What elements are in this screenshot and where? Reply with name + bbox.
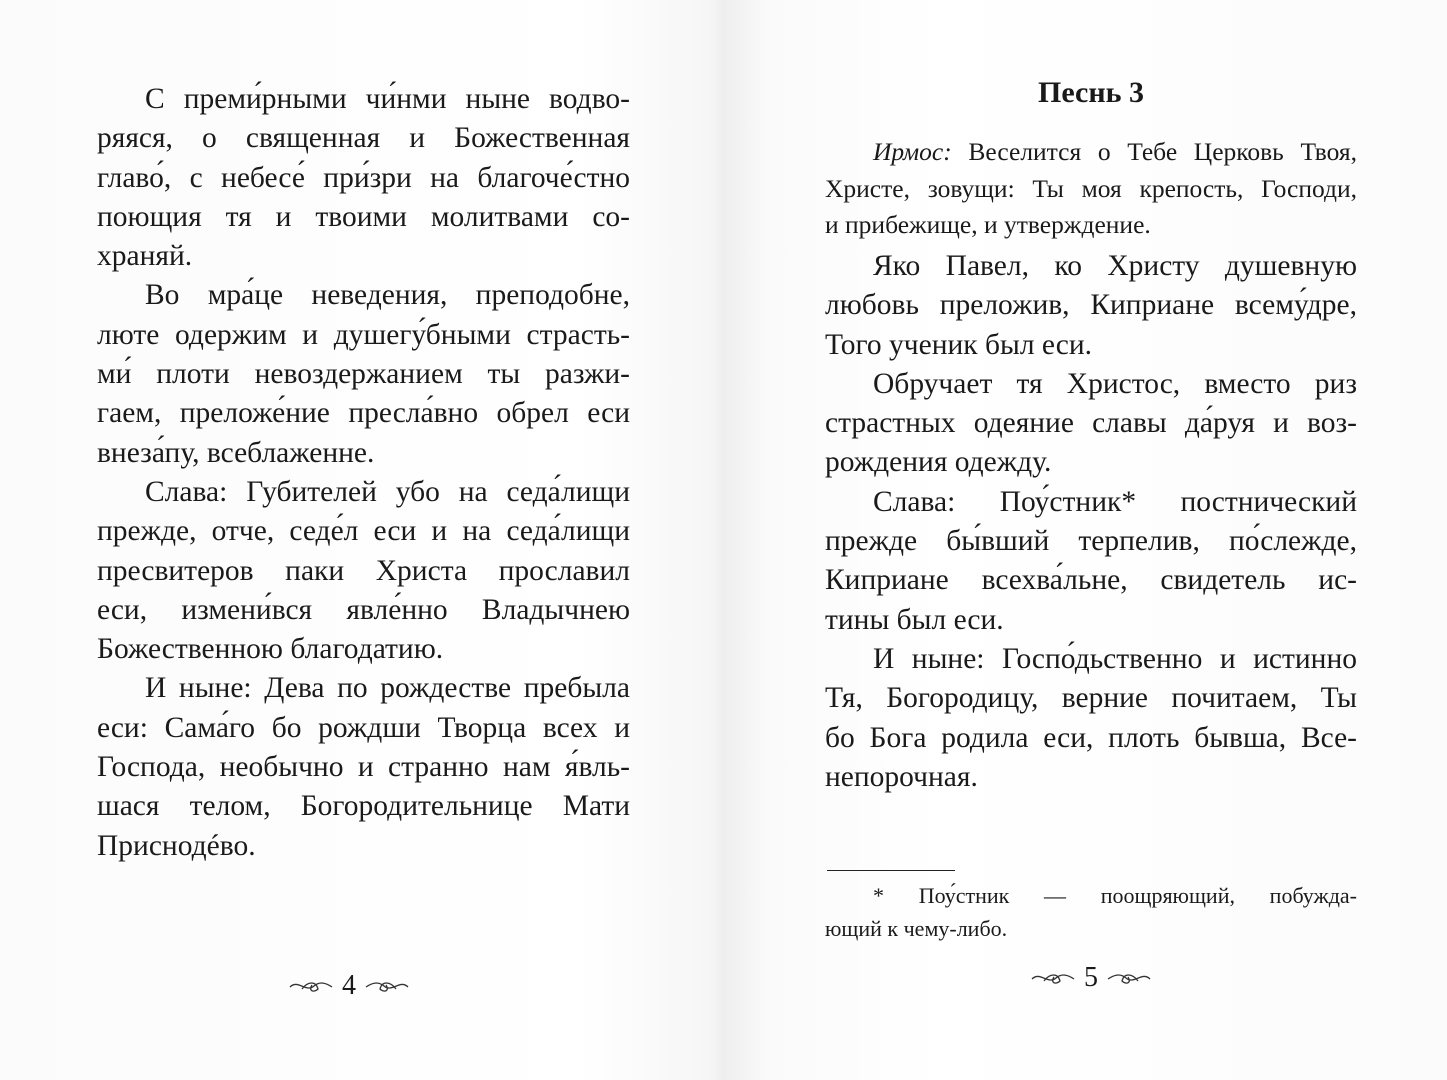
- text-line: Обручает тя Христос, вместо риз: [873, 367, 1357, 400]
- irmos-text: Веселится о Тебе Церковь Твоя,: [968, 137, 1358, 166]
- text-line: * Поу́стник — поощряющий, побужда-: [873, 883, 1357, 908]
- text-line: Божественною благодатию.: [97, 633, 444, 666]
- text-line: И ныне: Дева по рождестве пребыла: [145, 672, 630, 705]
- text-line: прежде, отче, седе́л еси и на седа́лищи: [97, 515, 630, 548]
- left-page-text: [97, 80, 630, 866]
- footnote-divider: [827, 870, 955, 871]
- text-line: ряяся, о священная и Божественная: [97, 122, 630, 155]
- page-number-left: [288, 970, 410, 1002]
- text-line: Христе, зовущи: Ты моя крепость, Господи,: [825, 173, 1357, 203]
- text-line: [825, 134, 1357, 171]
- text-line: еси: Сама́го бо рождши Творца всех и: [97, 711, 630, 744]
- text-line: еси, измени́вся явле́нно Владычнею: [97, 593, 630, 626]
- text-line: непорочная.: [825, 760, 978, 793]
- text-line: ющий к чему-либо.: [825, 916, 1008, 941]
- footnote: [825, 879, 1357, 945]
- text-line: прежде бы́вший терпелив, по́слежде,: [825, 525, 1357, 558]
- ornament-icon: [1030, 969, 1076, 987]
- section-heading: Песнь 3: [1038, 76, 1144, 109]
- text-line: шася телом, Богородительнице Мати: [97, 790, 630, 823]
- text-line: гаем, преложе́ние пресла́вно обрел еси: [97, 397, 630, 430]
- page-number: 5: [1084, 962, 1098, 993]
- text-line: бо Бога родила еси, плоть бывша, Все-: [825, 721, 1357, 754]
- page-number: 4: [342, 970, 356, 1001]
- text-line: главо́, с небесе́ при́зри на благоче́стно: [97, 161, 630, 194]
- text-line: Во мра́це неведения, преподобне,: [145, 279, 630, 312]
- text-line: и прибежище, и утверждение.: [825, 210, 1151, 239]
- text-line: храняй.: [97, 240, 193, 273]
- page-number-right: [1030, 962, 1152, 994]
- text-line: любовь преложив, Киприане всему́дре,: [825, 289, 1357, 322]
- text-line: люте одержим и душегу́бными страсть-: [97, 318, 630, 351]
- text-line: Господа, необычно и странно нам я́вль-: [97, 751, 630, 784]
- irmos-label: Ирмос:: [873, 137, 952, 166]
- text-line: Того ученик был еси.: [825, 328, 1093, 361]
- text-line: И ныне: Госпо́дьственно и истинно: [873, 642, 1357, 675]
- text-line: тины был еси.: [825, 603, 1004, 636]
- ornament-icon: [1106, 969, 1152, 987]
- text-line: Слава: Губителей убо на седа́лищи: [145, 475, 630, 508]
- text-line: С преми́рными чи́нми ныне водво-: [145, 83, 630, 115]
- text-line: Тя, Богородицу, верние почитаем, Ты: [825, 682, 1357, 715]
- right-page-text: [825, 247, 1357, 797]
- text-line: рождения одежду.: [825, 446, 1052, 479]
- text-line: Яко Павел, ко Христу душевную: [873, 250, 1357, 282]
- text-line: Киприане всехва́льне, свидетель ис-: [825, 564, 1357, 597]
- left-page: [97, 80, 630, 866]
- text-line: ми́ плоти невоздержанием ты разжи-: [97, 358, 630, 391]
- text-line: поющия тя и твоими молитвами со-: [97, 200, 630, 233]
- text-line: пресвитеров паки Христа прославил: [97, 554, 630, 587]
- text-line: Слава: Поу́стник* постнический: [873, 485, 1357, 518]
- text-line: Приснодéво.: [97, 829, 256, 862]
- text-line: внеза́пу, всеблаженне.: [97, 436, 375, 469]
- ornament-icon: [364, 977, 410, 995]
- ornament-icon: [288, 977, 334, 995]
- irmos-block: [825, 134, 1357, 244]
- right-page: [825, 0, 1357, 1080]
- text-line: страстных одеяние славы да́руя и воз-: [825, 407, 1357, 440]
